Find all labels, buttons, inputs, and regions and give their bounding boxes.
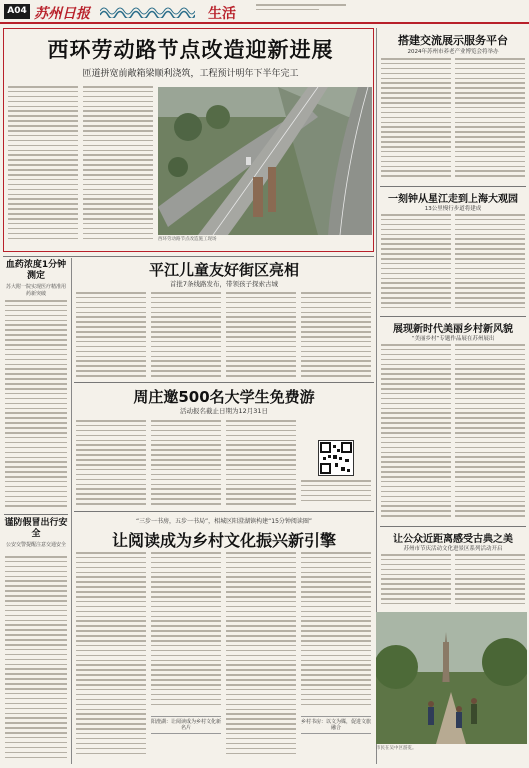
edition-info (256, 4, 346, 16)
left-brief2-headline: 谨防假冒出行安全 (4, 518, 68, 539)
mid-story2-body-3 (226, 420, 296, 508)
right-divider-3 (380, 526, 526, 527)
mid-story2-body-4 (301, 480, 371, 508)
right-photo-caption: 市民在吴中区游览。 (376, 746, 417, 751)
mid-story1-body-4 (301, 292, 371, 380)
qr-code-icon (318, 440, 354, 476)
right-photo-pagoda (376, 612, 527, 744)
right-divider-1 (380, 186, 526, 187)
mid-story2-headline: 周庄邀500名大学生免费游 (133, 388, 315, 406)
left-divider-top (3, 256, 374, 257)
lead-photo-interchange (158, 87, 372, 235)
mid-story1-subhead: 首批7条线路发布，带领孩子探索古城 (169, 280, 279, 288)
mid-divider-1 (74, 382, 374, 383)
page-number-badge: A04 (4, 4, 30, 19)
section-title: 生活 (208, 6, 236, 22)
lead-body-col-2 (83, 86, 153, 246)
right-story2-body (381, 214, 451, 314)
mid-story3-body-2 (151, 552, 221, 712)
left-brief1-subhead: 苏大附一院实现医疗精准用药新突破 (5, 284, 66, 297)
right-story2-body-2 (455, 214, 525, 314)
left-brief2-subhead: 公安交警提醒注意交通安全 (5, 542, 66, 548)
paper-logo: 苏州日报 (34, 6, 90, 22)
mid-story2-subhead: 活动报名截止日期为12月31日 (179, 407, 269, 415)
right-story1-subhead: 2024年苏州市养老产业博览会将举办 (407, 49, 499, 55)
lead-headline: 西环劳动路节点改造迎新进展 (47, 38, 334, 62)
mid-story3-body-4 (301, 552, 371, 712)
mid-story3-headline: 让阅读成为乡村文化振兴新引擎 (111, 531, 336, 550)
mid-story1-body-3 (226, 292, 296, 380)
right-story2-subhead: 13公里慢行步道将建成 (424, 206, 482, 212)
right-story1-body-2 (455, 58, 525, 183)
right-story2-headline: 一刻钟从星江走到上海大观园 (388, 194, 518, 205)
right-story4-body-2 (455, 554, 525, 610)
right-story4-headline: 让公众近距离感受古典之美 (393, 534, 513, 545)
right-story3-body-2 (455, 344, 525, 524)
mid-story1-headline: 平江儿童友好街区亮相 (148, 261, 299, 279)
right-story1-body (381, 58, 451, 183)
left-brief1-headline: 血药浓度1分钟测定 (5, 260, 67, 281)
mid-story1-body-2 (151, 292, 221, 380)
right-story3-headline: 展现新时代美丽乡村新风貌 (393, 324, 513, 335)
mid-story2-body-1 (76, 420, 146, 508)
right-story4-body (381, 554, 451, 610)
mid-story3-body-1 (76, 552, 146, 762)
left-brief1-body (5, 300, 67, 512)
right-story3-body (381, 344, 451, 524)
right-story4-subhead: 苏州市节庆活动文化进景区系列活动开启 (403, 546, 503, 552)
mid-story3-kicker: “三步一书房，五步一书局”，相城区阳澄湖镇构建“15分钟阅读圈” (135, 518, 313, 525)
wave-ornament-icon (100, 6, 195, 18)
lead-body-col-1 (8, 86, 78, 246)
pull-quote-1: 阳澄湖：让阅读成为乡村文化新名片 (151, 716, 221, 734)
lead-subhead: 匝道拼宽前敞箱梁顺利浇筑，工程预计明年下半年完工 (82, 69, 299, 79)
mid-divider-2 (74, 511, 374, 512)
right-divider-2 (380, 316, 526, 317)
mid-story1-body-1 (76, 292, 146, 380)
left-brief2-body (5, 556, 67, 762)
left-col-divider (71, 258, 72, 764)
right-story3-subhead: “美丽乡村”专题作品展在苏州展出 (411, 336, 495, 342)
mid-story3-body-3 (226, 552, 296, 762)
pull-quote-2: 乡村书房：以文为媒，促进文旅融合 (301, 716, 371, 734)
right-story1-headline: 搭建交流展示服务平台 (398, 34, 508, 47)
lead-photo-caption: 西环劳动路节点改造施工现场 (158, 237, 217, 242)
left-divider-mid (4, 514, 68, 515)
mid-story2-body-2 (151, 420, 221, 508)
